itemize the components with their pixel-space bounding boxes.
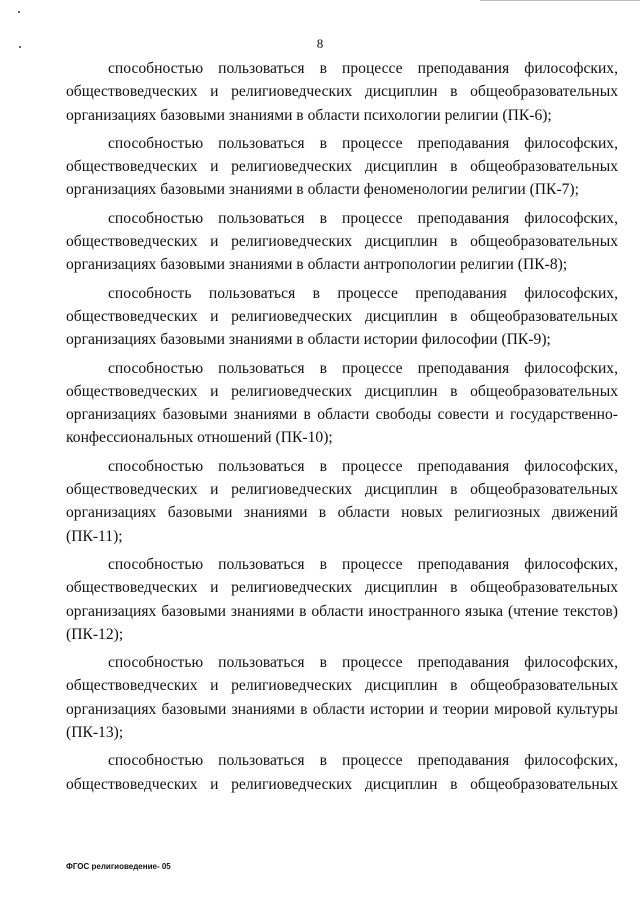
paragraph-pk-7: способностью пользоваться в процессе преподавания философских, обществоведческих и религиоведческих дисциплин в общеобразовательных организациях базовыми знаниями в области феноменологии религии (ПК-7); (66, 134, 618, 199)
scan-speck (18, 11, 20, 13)
paragraph-pk-10: способностью пользоваться в процессе преподавания философских, обществоведческих и религиоведческих дисциплин в общеобразовательных организациях базовыми знаниями в области свободы совести и государственно-конфессиональных отношений (ПК-10); (66, 359, 618, 447)
paragraph-continued: способностью пользоваться в процессе преподавания философских, обществоведческих и религиоведческих дисциплин в общеобразовательных (66, 752, 618, 793)
paragraph-pk-11: способностью пользоваться в процессе преподавания философских, обществоведческих и религиоведческих дисциплин в общеобразовательных организациях базовыми знаниями в области новых религиозных движений (ПК-11); (66, 457, 618, 545)
document-body (66, 57, 618, 801)
paragraph-pk-6: способностью пользоваться в процессе преподавания философских, обществоведческих и религиоведческих дисциплин в общеобразовательных организациях базовыми знаниями в области психологии религии (ПК-6); (66, 60, 618, 124)
footer-document-code: ФГОС религиоведение- 05 (66, 862, 171, 871)
paragraph-pk-9: способность пользоваться в процессе преподавания философских, обществоведческих и религиоведческих дисциплин в общеобразовательных организациях базовыми знаниями в области истории философии (ПК-9); (66, 284, 618, 349)
paragraph-pk-8: способностью пользоваться в процессе преподавания философских, обществоведческих и религиоведческих дисциплин в общеобразовательных организациях базовыми знаниями в области антропологии религии (ПК-8); (66, 209, 618, 274)
scan-edge-line (480, 0, 640, 1)
page-number: 8 (316, 36, 324, 51)
paragraph-pk-13: способностью пользоваться в процессе преподавания философских, обществоведческих и религиоведческих дисциплин в общеобразовательных организациях базовыми знаниями в области истории и теории мировой культуры (ПК-13); (66, 654, 618, 742)
paragraph-pk-12: способностью пользоваться в процессе преподавания философских, обществоведческих и религиоведческих дисциплин в общеобразовательных организациях базовыми знаниями в области иностранного языка (чтение текстов) (ПК-12); (66, 555, 618, 643)
